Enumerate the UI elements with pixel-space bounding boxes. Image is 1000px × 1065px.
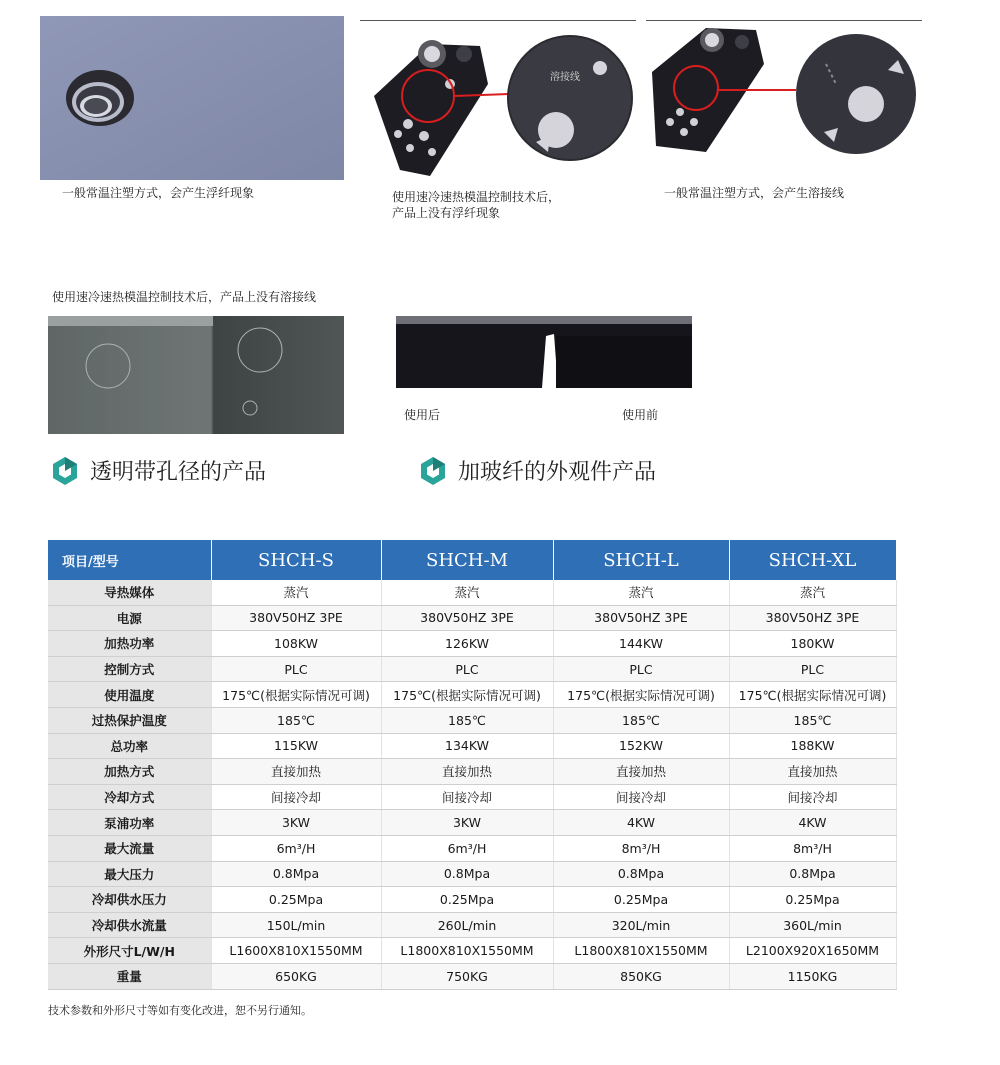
table-cell: 8m³/H [729,835,896,861]
row-label: 冷却供水压力 [48,887,211,913]
photo-floating-fiber-normal [40,16,344,180]
section-title-text: 加玻纤的外观件产品 [458,460,657,485]
caption-after: 使用后 [404,408,441,422]
divider [360,20,636,21]
row-label: 最大流量 [48,835,211,861]
caption-no-floating-fiber-1: 使用速冷速热模温控制技术后， [392,190,561,204]
row-label: 重量 [48,963,211,989]
table-cell: 144KW [553,631,729,657]
row-label: 总功率 [48,733,211,759]
table-row [48,963,896,989]
table-cell: 0.25Mpa [211,887,381,913]
table-cell: 间接冷却 [729,784,896,810]
table-cell: 108KW [211,631,381,657]
header-model: SHCH-L [553,540,729,580]
footnote: 技术参数和外形尺寸等如有变化改进，恕不另行通知。 [48,1004,312,1017]
table-cell: 直接加热 [381,759,553,785]
table-cell: 320L/min [553,912,729,938]
table-cell: 115KW [211,733,381,759]
divider [646,20,922,21]
zoom-label: 溶接线 [550,72,580,83]
header-model: SHCH-XL [729,540,896,580]
table-cell: 6m³/H [381,835,553,861]
row-label: 最大压力 [48,861,211,887]
table-cell: 185℃ [729,707,896,733]
photo-transparent-product [48,316,344,434]
table-row [48,835,896,861]
table-cell: 380V50HZ 3PE [381,605,553,631]
table-cell: 0.8Mpa [381,861,553,887]
table-cell: 蒸汽 [381,580,553,605]
table-cell: 175℃(根据实际情况可调) [553,682,729,708]
table-cell: 175℃(根据实际情况可调) [381,682,553,708]
photo-no-floating-fiber [360,24,636,184]
table-row [48,861,896,887]
table-cell: 185℃ [211,707,381,733]
table-cell: 150L/min [211,912,381,938]
row-label: 冷却方式 [48,784,211,810]
table-cell: 175℃(根据实际情况可调) [729,682,896,708]
table-row [48,887,896,913]
table-cell: 0.25Mpa [381,887,553,913]
table-cell: 8m³/H [553,835,729,861]
header-model: SHCH-S [211,540,381,580]
row-label: 泵浦功率 [48,810,211,836]
table-cell: 间接冷却 [553,784,729,810]
table-cell: 180KW [729,631,896,657]
table-cell: 间接冷却 [211,784,381,810]
table-row [48,631,896,657]
table-row [48,656,896,682]
table-cell: 3KW [211,810,381,836]
section-title-glass-fiber [420,455,656,486]
table-cell: 380V50HZ 3PE [553,605,729,631]
table-cell: 0.8Mpa [211,861,381,887]
table-cell: 1150KG [729,963,896,989]
table-cell: 6m³/H [211,835,381,861]
table-cell: 850KG [553,963,729,989]
table-cell: 152KW [553,733,729,759]
table-row [48,784,896,810]
table-row [48,938,896,964]
photo-glass-fiber-product [396,316,692,388]
table-cell: PLC [381,656,553,682]
row-label: 使用温度 [48,682,211,708]
table-row [48,759,896,785]
row-label: 加热功率 [48,631,211,657]
table-row [48,810,896,836]
table-cell: 260L/min [381,912,553,938]
row-label: 电源 [48,605,211,631]
row-label: 外形尺寸L/W/H [48,938,211,964]
row-label: 导热媒体 [48,580,211,605]
table-cell: 0.8Mpa [553,861,729,887]
table-cell: 直接加热 [211,759,381,785]
row-label: 加热方式 [48,759,211,785]
caption-normal-weld-line: 一般常温注塑方式，会产生溶接线 [664,186,845,200]
table-cell: 0.25Mpa [729,887,896,913]
table-cell: 750KG [381,963,553,989]
row-label: 控制方式 [48,656,211,682]
table-cell: 3KW [381,810,553,836]
row-label: 冷却供水流量 [48,912,211,938]
table-cell: PLC [729,656,896,682]
table-header-row [48,540,896,580]
table-cell: 4KW [729,810,896,836]
table-cell: 蒸汽 [729,580,896,605]
caption-no-floating-fiber-2: 产品上没有浮纤现象 [392,206,501,220]
table-cell: 4KW [553,810,729,836]
caption-before: 使用前 [622,408,659,422]
table-row [48,707,896,733]
table-row [48,682,896,708]
table-cell: 188KW [729,733,896,759]
section-title-transparent [52,455,266,486]
table-cell: 134KW [381,733,553,759]
hexagon-icon [52,456,78,486]
table-cell: L2100X920X1650MM [729,938,896,964]
table-cell: 蒸汽 [211,580,381,605]
section-title-text: 透明带孔径的产品 [90,460,267,485]
table-cell: 380V50HZ 3PE [211,605,381,631]
table-cell: 650KG [211,963,381,989]
table-cell: 直接加热 [553,759,729,785]
table-cell: L1800X810X1550MM [553,938,729,964]
table-cell: 360L/min [729,912,896,938]
table-cell: 0.25Mpa [553,887,729,913]
caption-no-weld-line: 使用速冷速热模温控制技术后，产品上没有溶接线 [52,290,317,304]
table-row [48,912,896,938]
table-row [48,733,896,759]
table-cell: PLC [211,656,381,682]
table-row [48,605,896,631]
table-cell: PLC [553,656,729,682]
table-cell: 185℃ [553,707,729,733]
table-cell: 0.8Mpa [729,861,896,887]
caption-normal-floating-fiber: 一般常温注塑方式，会产生浮纤现象 [62,186,255,200]
header-item-model: 项目/型号 [48,540,211,580]
row-label: 过热保护温度 [48,707,211,733]
table-cell: L1600X810X1550MM [211,938,381,964]
spec-table [48,540,897,990]
photo-weld-line-normal [646,24,922,160]
table-cell: 直接加热 [729,759,896,785]
table-cell: 126KW [381,631,553,657]
table-row [48,580,896,605]
header-model: SHCH-M [381,540,553,580]
table-cell: L1800X810X1550MM [381,938,553,964]
table-cell: 175℃(根据实际情况可调) [211,682,381,708]
table-cell: 185℃ [381,707,553,733]
table-cell: 蒸汽 [553,580,729,605]
hexagon-icon [420,456,446,486]
table-cell: 间接冷却 [381,784,553,810]
table-cell: 380V50HZ 3PE [729,605,896,631]
